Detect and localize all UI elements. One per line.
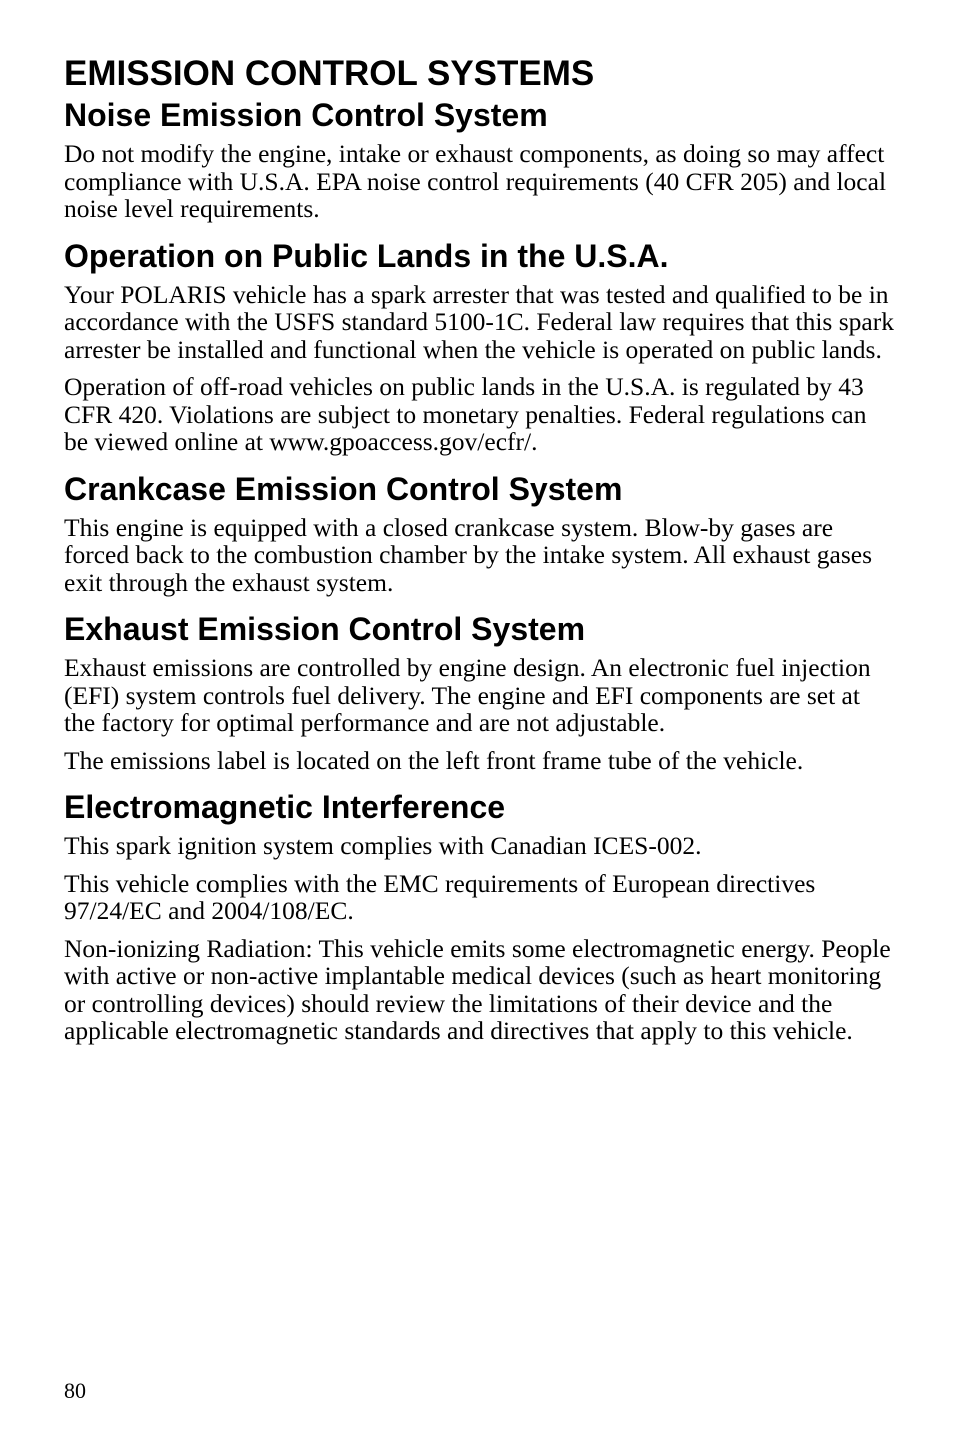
paragraph: This engine is equipped with a closed crankcase system. Blow-by gases are forced back to the combustion chamber by the intake system. All exhaust gases exit through the exhaust system. xyxy=(64,512,872,597)
section-public-lands xyxy=(64,237,894,456)
manual-page xyxy=(64,52,894,1055)
page-title: EMISSION CONTROL SYSTEMS xyxy=(64,54,595,93)
paragraph: Your POLARIS vehicle has a spark arrester that was tested and qualified to be in accordance with the USFS standard 5100-1C. Federal law requires that this spark arrester be installed and functional when the vehicle is operated on public lands. xyxy=(64,279,894,364)
section-heading: Exhaust Emission Control System xyxy=(64,611,586,647)
paragraph: The emissions label is located on the left front frame tube of the vehicle. xyxy=(64,745,804,775)
section-heading: Electromagnetic Interference xyxy=(64,789,506,825)
section-noise-emission xyxy=(64,96,894,223)
paragraph: Do not modify the engine, intake or exhaust components, as doing so may affect compliance with U.S.A. EPA noise control requirements (40 CFR 205) and local noise level requirements. xyxy=(64,139,887,223)
paragraph: Non-ionizing Radiation: This vehicle emits some electromagnetic energy. People with active or non-active implantable medical devices (such as heart monitoring or controlling devices) should review the limitations of their device and the applicable electromagnetic standards and directives that apply to this vehicle. xyxy=(64,933,891,1045)
paragraph: This spark ignition system complies with Canadian ICES-002. xyxy=(64,831,702,860)
section-exhaust-emission xyxy=(64,610,894,774)
section-heading: Operation on Public Lands in the U.S.A. xyxy=(64,237,669,274)
section-electromagnetic-interference xyxy=(64,788,894,1045)
page-number: 80 xyxy=(64,1378,86,1403)
section-heading: Noise Emission Control System xyxy=(64,97,548,133)
paragraph: Exhaust emissions are controlled by engine design. An electronic fuel injection (EFI) system controls fuel delivery. The engine and EFI components are set at the factory for optimal performance and are not adjustable. xyxy=(64,653,871,737)
section-heading: Crankcase Emission Control System xyxy=(64,470,623,507)
paragraph: Operation of off-road vehicles on public lands in the U.S.A. is regulated by 43 CFR 420. Violations are subject to monetary penalties. Federal regulations can be viewed online at www.gpoaccess.gov/ecfr/. xyxy=(64,372,867,456)
section-crankcase-emission xyxy=(64,470,894,597)
paragraph: This vehicle complies with the EMC requirements of European directives 97/24/EC and 2004/108/EC. xyxy=(64,868,816,925)
